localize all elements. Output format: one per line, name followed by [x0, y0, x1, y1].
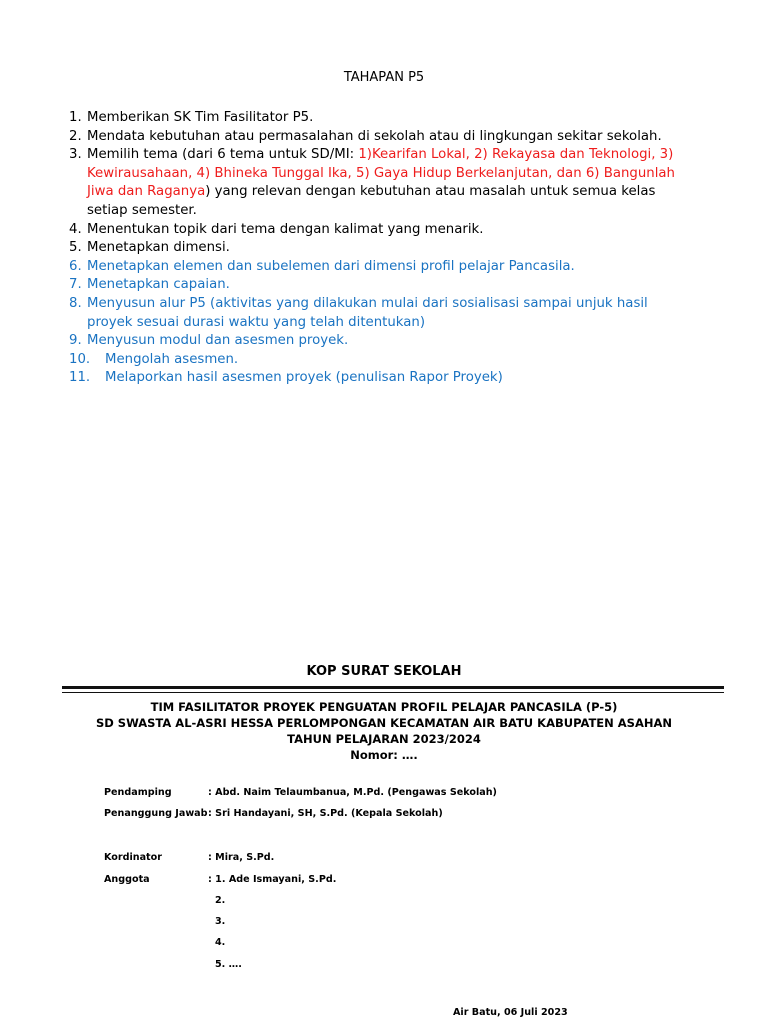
anggota-item: 2. — [215, 895, 226, 906]
step-item — [66, 258, 696, 277]
team-row-anggota — [104, 874, 336, 885]
step-item — [66, 276, 696, 295]
step-number: 4. — [69, 221, 82, 237]
step-text: 1)Kearifan Lokal, 2) Rekayasa dan Teknologi, 3) Kewirausahaan, 4) Bhineka Tunggal Ika, 5) Gaya Hidup Berkelanjutan, dan 6) Bangunlah Jiwa dan Raganya — [87, 147, 675, 200]
step-text: Memberikan SK Tim Fasilitator P5. — [87, 110, 314, 125]
step-number: 9. — [69, 333, 82, 349]
place-date: Air Batu, 06 Juli 2023 — [453, 1007, 568, 1018]
anggota-item: 5. …. — [215, 959, 242, 970]
page-title: TAHAPAN P5 — [343, 70, 425, 85]
step-text: Menetapkan elemen dan subelemen dari dimensi profil pelajar Pancasila. — [87, 258, 575, 274]
steps-list — [66, 109, 696, 388]
header-line-3: TAHUN PELAJARAN 2023/2024 — [287, 732, 481, 746]
step-number: 10. — [69, 351, 91, 367]
letterhead-placeholder: KOP SURAT SEKOLAH — [306, 664, 462, 679]
team-value: : Abd. Naim Telaumbanua, M.Pd. (Pengawas Sekolah) — [208, 787, 497, 798]
header-line-1: TIM FASILITATOR PROYEK PENGUATAN PROFIL PELAJAR PANCASILA (P-5) — [150, 700, 618, 714]
step-number: 11. — [69, 370, 91, 386]
step-text: Memilih tema (dari 6 tema untuk SD/MI: — [87, 147, 359, 163]
letterhead-divider-thin — [62, 692, 724, 693]
step-text: Melaporkan hasil asesmen proyek (penulisan Rapor Proyek) — [105, 370, 503, 386]
document-header — [0, 699, 768, 763]
step-item — [66, 332, 696, 351]
anggota-item: 4. — [215, 937, 226, 948]
step-item — [66, 109, 696, 128]
step-text: Mendata kebutuhan atau permasalahan di sekolah atau di lingkungan sekitar sekolah. — [87, 128, 662, 144]
step-text: Menyusun modul dan asesmen proyek. — [87, 333, 349, 349]
step-text: Menetapkan capaian. — [87, 277, 230, 293]
step-number: 5. — [69, 240, 82, 256]
step-number: 7. — [69, 277, 82, 293]
step-number: 3. — [69, 147, 82, 163]
team-value: : 1. Ade Ismayani, S.Pd. — [208, 874, 337, 885]
step-text: Menentukan topik dari tema dengan kalimat yang menarik. — [87, 221, 484, 237]
step-item — [66, 146, 696, 220]
team-label: Anggota — [104, 874, 150, 885]
step-text: Menetapkan dimensi. — [87, 240, 230, 256]
letterhead-divider-thick — [62, 686, 724, 689]
team-label: Pendamping — [104, 787, 172, 798]
team-row-penanggung-jawab — [104, 808, 443, 819]
team-label: Kordinator — [104, 852, 162, 863]
step-item — [66, 369, 696, 388]
step-text: Menyusun alur P5 (aktivitas yang dilakukan mulai dari sosialisasi sampai unjuk hasil proyek sesuai durasi waktu yang telah ditentukan) — [87, 295, 648, 330]
header-number: Nomor: …. — [350, 748, 418, 762]
step-text: Mengolah asesmen. — [105, 351, 239, 367]
anggota-item: 3. — [215, 916, 226, 927]
step-text: ) yang relevan dengan kebutuhan atau masalah untuk semua kelas setiap semester. — [87, 184, 656, 218]
team-value: : Mira, S.Pd. — [208, 852, 275, 863]
step-item — [66, 239, 696, 258]
step-number: 2. — [69, 128, 82, 144]
team-value: : Sri Handayani, SH, S.Pd. (Kepala Sekolah) — [208, 808, 443, 819]
team-row-kordinator — [104, 852, 274, 863]
step-number: 6. — [69, 258, 82, 274]
team-label: Penanggung Jawab — [104, 808, 208, 819]
step-number: 1. — [69, 110, 82, 125]
step-item — [66, 128, 696, 147]
team-row-pendamping — [104, 787, 497, 798]
step-item — [66, 351, 696, 370]
step-number: 8. — [69, 295, 82, 311]
step-item — [66, 221, 696, 240]
header-line-2: SD SWASTA AL-ASRI HESSA PERLOMPONGAN KECAMATAN AIR BATU KABUPATEN ASAHAN — [95, 716, 673, 730]
step-item — [66, 295, 696, 332]
